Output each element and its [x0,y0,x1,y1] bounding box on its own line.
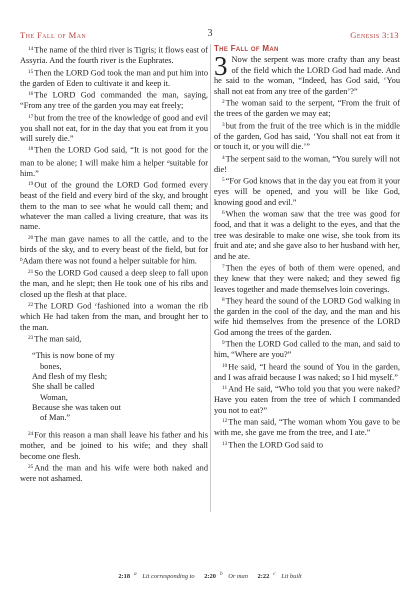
footnote: 2:20 $^b$ Or man [204,571,248,580]
footnote: 2:18 $^a$ Lit corresponding to [118,571,195,580]
verse-2-25: $^{25}$And the man and his wife were both naked and were not ashamed. [20,463,208,484]
verse-3-6: $^6$When the woman saw that the tree was good for food, and that it was a delight to the eyes, and that the tree was desirable to make one wise, she took from its fruit and ate; and she gave also to her husband with her, and he ate. [214,209,400,261]
verse-3-13: $^{13}$Then the LORD God said to [222,440,324,450]
poem-line: Woman, [40,392,68,402]
poem-line: Because she was taken out [32,402,121,412]
poem-line: And flesh of my flesh; [32,371,108,381]
footnotes [20,571,400,580]
verse-2-14: $^{14}$The name of the third river is Tigris; it flows east of Assyria. And the fourth river is the Euphrates. [20,45,208,66]
chapter-number: 3 [214,51,228,82]
verse-2-19: $^{19}$Out of the ground the LORD God formed every beast of the field and every bird of the sky, and brought them to the man to see what he would call them; and whatever the man called a living creature, that was its name. [20,180,208,232]
verse-3-1: 3 Now the serpent was more crafty than any beast of the field which the LORD God had made. And he said to the woman, “Indeed, has God said, ‘You shall not eat from any tree of the garden’?” [214,51,400,96]
verse-2-22: $^{22}$The LORD God $^c$fashioned into a woman the rib which He had taken from the man, and brought her to the man. [20,301,208,332]
poem-line: “This is now bone of my [32,351,115,361]
header-section-title: The Fall of Man [20,30,87,40]
verse-2-18: $^{18}$Then the LORD God said, “It is not good for the man to be alone; I will make him a helper $^a$suitable for him.” [20,146,208,178]
verse-3-12: $^{12}$The man said, “The woman whom You gave to be with me, she gave me from the tree, and I ate.” [214,417,400,438]
header-reference: Genesis 3:13 [350,30,399,40]
verse-3-8: $^8$They heard the sound of the LORD God walking in the garden in the cool of the day, and the man and his wife hid themselves from the presence of the LORD God among the trees of the garden. [214,296,400,337]
footnote: 2:22 $^c$ Lit built [257,571,302,580]
verse-2-15: $^{15}$Then the LORD God took the man and put him into the garden of Eden to cultivate it and keep it. [20,68,208,88]
verse-3-2: $^2$The woman said to the serpent, “From the fruit of the trees of the garden we may eat; [214,98,400,119]
verse-3-5: $^5$“For God knows that in the day you eat from it your eyes will be opened, and you will be like God, knowing good and evil.” [214,176,400,207]
verse-3-7: $^7$Then the eyes of both of them were opened, and they knew that they were naked; and they sewed fig leaves together and made themselves loin coverings. [214,263,400,294]
column-divider [210,44,211,512]
left-column [20,44,208,485]
poem [20,351,208,423]
poem-line: She shall be called [32,382,95,392]
right-column [214,44,400,451]
poem-line: bones, [40,361,62,371]
verse-2-23: $^{23}$The man said, [28,334,82,344]
verse-3-3: $^3$but from the fruit of the tree which is in the middle of the garden, God has said, ‘You shall not eat from it or touch it, or you will die.’” [214,121,400,152]
verse-2-20: $^{20}$The man gave names to all the cattle, and to the birds of the sky, and to every beast of the field, but for $^b$Adam there was not found a helper suitable for him. [20,234,208,266]
page-number: 3 [207,28,213,39]
verse-3-4: $^4$The serpent said to the woman, “You surely will not die! [214,154,400,174]
verse-2-17: $^{17}$but from the tree of the knowledge of good and evil you shall not eat, for in the day that you eat from it you will surely die.” [20,113,208,143]
verse-2-24: $^{24}$For this reason a man shall leave his father and his mother, and be joined to his wife; and they shall become one flesh. [20,431,208,461]
verse-3-9: $^9$Then the LORD God called to the man, and said to him, “Where are you?” [214,339,400,360]
verse-3-11: $^{11}$And He said, “Who told you that you were naked? Have you eaten from the tree of which I commanded you not to eat?” [214,384,400,415]
section-heading: The Fall of Man [214,44,279,53]
verse-2-21: $^{21}$So the LORD God caused a deep sleep to fall upon the man, and he slept; then He took one of his ribs and closed up the flesh at that place. [20,269,208,299]
verse-3-10: $^{10}$He said, “I heard the sound of You in the garden, and I was afraid because I was naked; so I hid myself.” [214,362,400,382]
running-header [0,30,419,44]
verse-2-16: $^{16}$The LORD God commanded the man, saying, “From any tree of the garden you may eat freely; [20,90,208,111]
poem-line: of Man.” [40,413,71,423]
